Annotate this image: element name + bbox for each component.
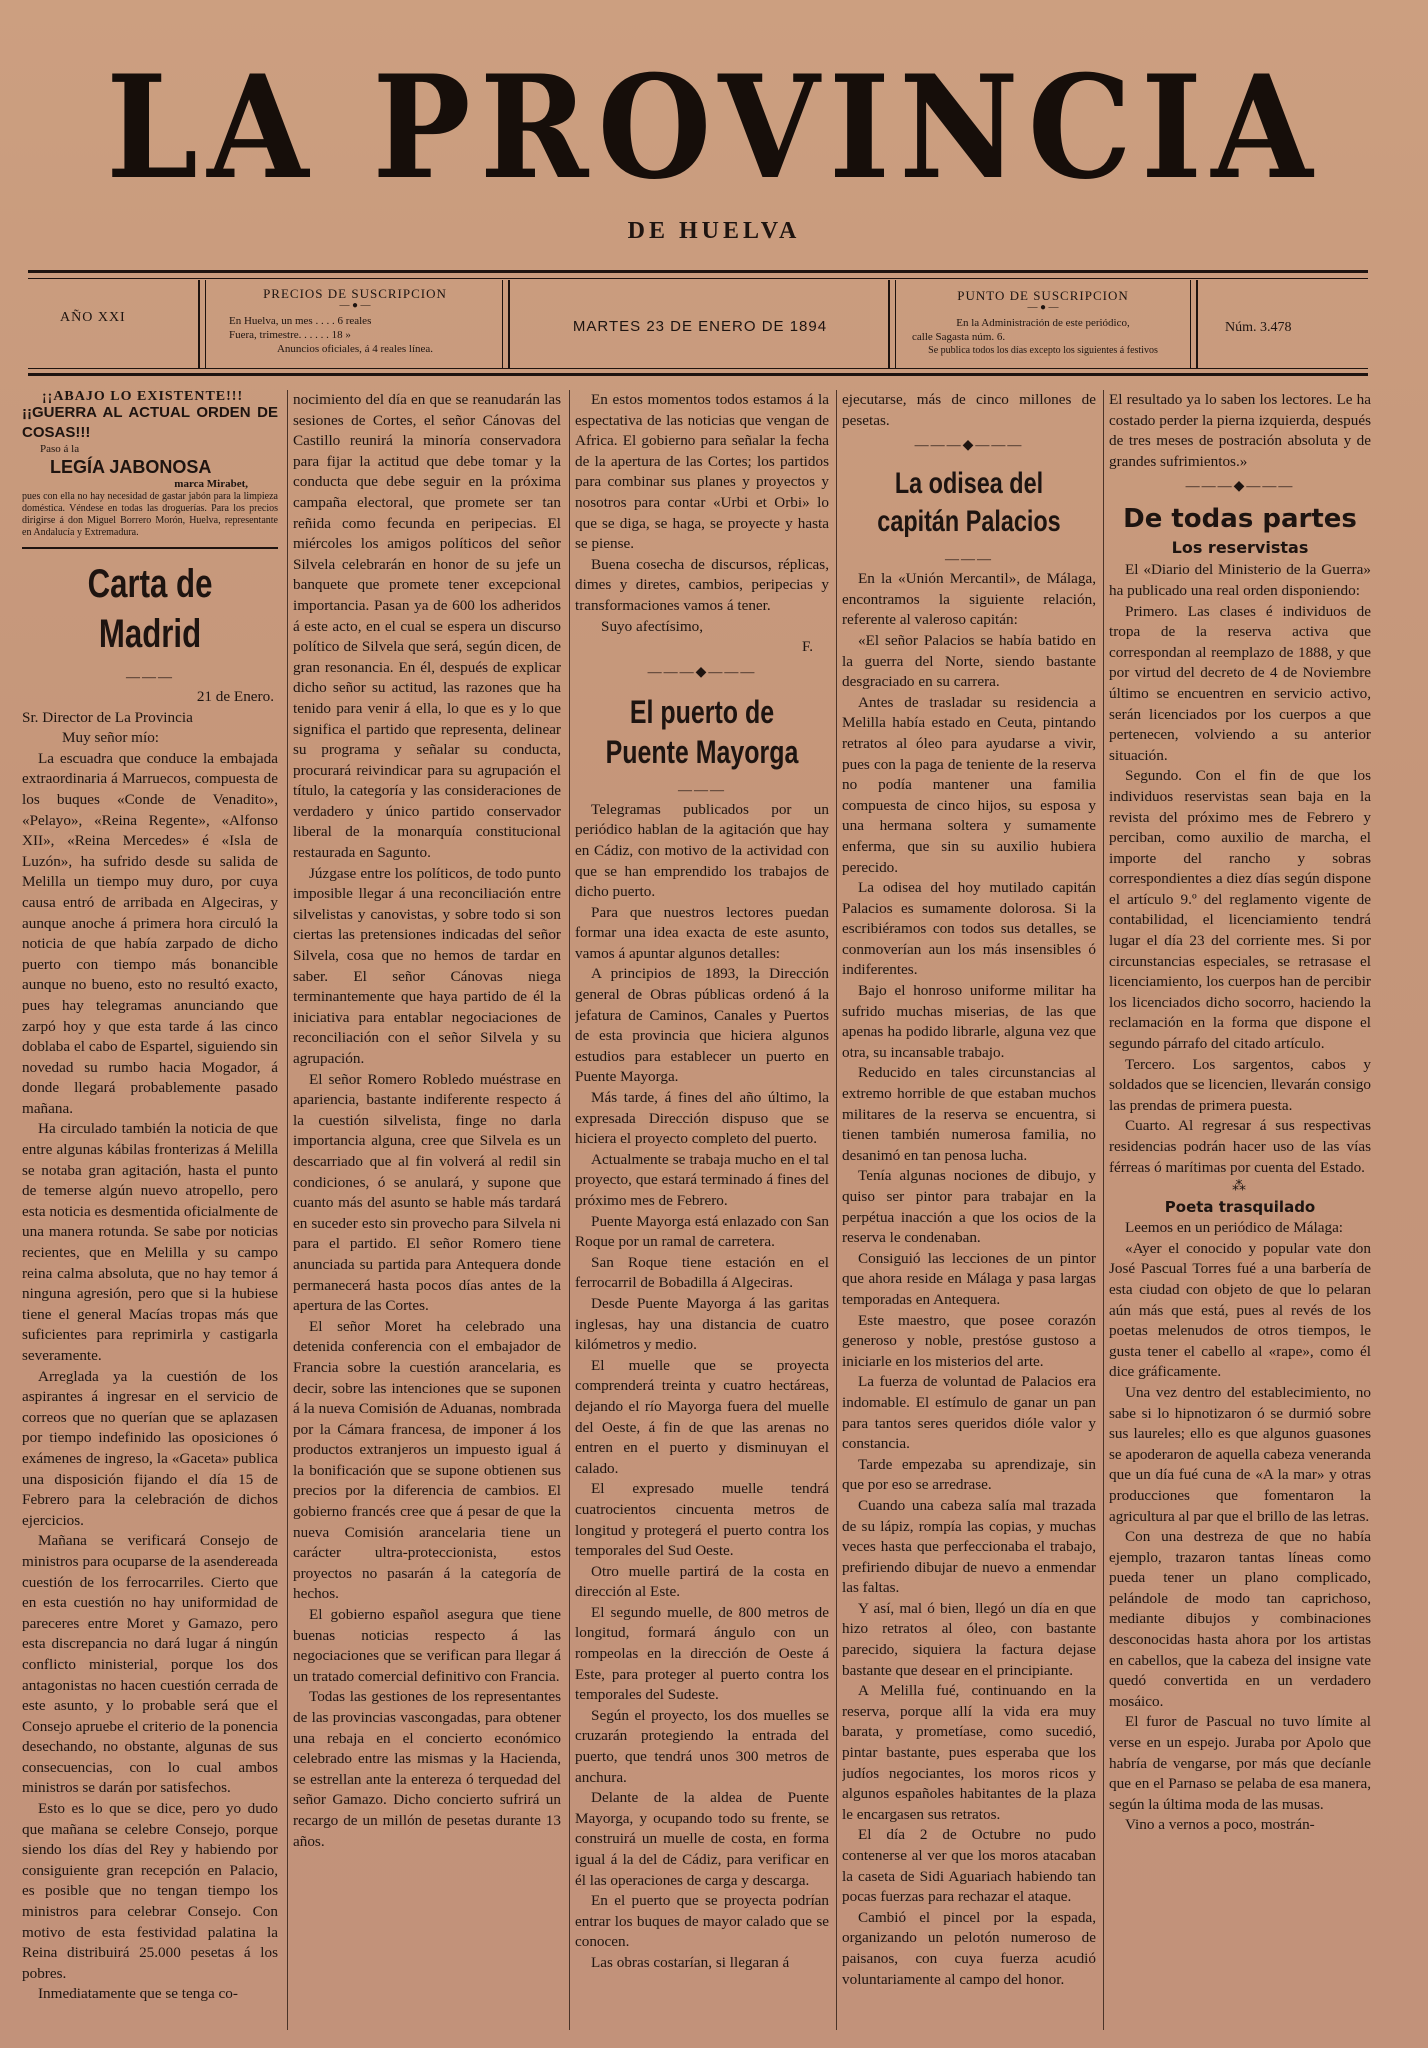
paragraph: Reducido en tales circunstancias al extremo horrible de que estaban muchos militares de la reserva se encuentra, si tienen también numerosa familia, no desanimó en tan penosa lucha. [842,1064,1096,1164]
paragraph: «El señor Palacios se había batido en la guerra del Norte, siendo bastante desgraciado en su carrera. [842,631,1096,691]
column-3 [575,390,829,2040]
paragraph: Esto es lo que se dice, pero yo dudo que mañana se celebre Consejo, porque siendo los días del Rey y habiendo por consiguiente gran recepción en Palacio, es posible que no tengan tiempo los ministros para celebrar Consejo. Con motivo de esta festividad palatina la Reina distribuirá 25.000 pesetas á los pobres. [22,1800,278,1982]
paragraph: Actualmente se trabaja mucho en el tal proyecto, que estará terminado á fines del próximo mes de Febrero. [575,1150,829,1209]
prices-box [215,286,495,356]
article-title: La odisea del capitán Palacios [877,467,1061,539]
paragraph: Según el proyecto, los dos muelles se cruzarán protegiendo la entrada del puerto, que tendrá unos 300 metros de anchura. [575,1706,829,1786]
paragraph: Otro muelle partirá de la costa en dirección al Este. [575,1562,829,1601]
paragraph: En el puerto que se proyecta podrían entrar los buques de mayor calado que se conocen. [575,1892,829,1951]
title-ornament: ——— [945,552,993,568]
ad-mark: marca Mirabet, [174,478,248,490]
point-line: Se publica todos los días excepto los siguientes á festivos [928,345,1158,356]
paragraph: El día 2 de Octubre no pudo contenerse al ver que los moros atacaban la caseta de Sidi Aguariach habiendo tan pocas fuerzas para rechazar el ataque. [842,1826,1096,1906]
ad-text: pues con ella no hay necesidad de gastar jabón para la limpieza doméstica. Véndese en todas las droguerías. Para los precios dirigirse á don Miguel Borrero Morón, Huelva, representante en Andalucía y Extremadura. [22,491,278,538]
section-ornament: ———◆——— [647,664,757,680]
paragraph: La odisea del hoy mutilado capitán Palacios es sumamente dolorosa. Si la escribiéramos con todos sus detalles, se conmoverían aun los más insensibles ó indiferentes. [842,879,1096,979]
article-title: El puerto de Puente Mayorga [605,693,799,770]
issue-number: Núm. 3.478 [1225,320,1292,335]
paragraph: A Melilla fué, continuando en la reserva, porque allí la vida era muy barata, y prometíase, como sucedió, pintar bastante, pues esperaba que los judíos negociantes, los moros ricos y algunos españoles habitantes de la plaza le encargasen sus retratos. [842,1682,1096,1823]
header-rule-top [28,270,1368,273]
paragraph: En estos momentos todos estamos á la espectativa de las noticias que vengan de Africa. El gobierno para señalar la fecha de la apertura de las Cortes; los partidos para combinar sus planes y proyectos y nosotros para contar «Urbi et Orbi» lo que se diga, se haga, se proyecte y hasta se piense. [575,391,829,553]
ad-headline: ¡¡GUERRA AL ACTUAL ORDEN DE COSAS!!! [22,404,278,441]
header-divider [1196,280,1198,368]
paragraph: El señor Moret ha celebrado una detenida conferencia con el embajador de Francia sobre la cuestión arancelaria, es decir, sobre las intenciones que se suponen á la nueva Comisión de Aduanas, nombrada por la Cámara francesa, de imponer á los productos extranjeros un impuesto igual á la bonificación que se supone obtienen sus precios por la diferencia de cambios. El gobierno francés cree que á pesar de que la nueva Comisión arancelaria tiene un carácter ultra-proteccionista, estos proyectos no pasarán á la categoría de hechos. [293,1317,561,1603]
section-ornament: ———◆——— [914,438,1024,454]
paragraph: La fuerza de voluntad de Palacios era indomable. El estímulo de ganar un pan para tantos seres queridos dióle valor y constancia. [842,1373,1096,1453]
paragraph: San Roque tiene estación en el ferrocarril de Bobadilla á Algeciras. [575,1253,829,1292]
letter-closing: Suyo afectísimo, [601,617,704,635]
masthead-subtitle: DE HUELVA [627,218,801,244]
column-divider [1103,390,1104,2030]
paragraph: Una vez dentro del establecimiento, no sabe si lo hipnotizaron ó se durmió sobre sus laureles; ello es que algunos guasones se apoderaron de aquella cabeza veneranda que un día fué cuna de «A la mar» y otras producciones que fomentaron la agricultura al par que el brillo de las letras. [1109,1383,1371,1525]
paragraph: Ha circulado también la noticia de que entre algunas kábilas fronterizas á Melilla se notaba gran agitación, hasta el punto de temerse algún nuevo atropello, pero esta noticia es desmentida oficialmente de una manera rotunda. Se sabe por noticias recientes, que en Melilla y su campo reina calma absoluta, que no hay temor á ninguna agresión, pero que si la hubiese tiene el general Macías tropas más que suficientes para reprimirla y castigarla severamente. [22,1120,278,1364]
paragraph: El señor Romero Robledo muéstrase en apariencia, bastante indiferente respecto á la cuestión silvelista, finge no darla importancia alguna, cree que Silvela es un descarriado que al fin volverá al redil sin condiciones, ó se anulará, y supone que cuanto más del asunto se hable más tardará en suceder esto sin provecho para Silvela ni para el partido. El señor Romero tiene anunciada su partida para Antequera donde permanecerá hasta pocos días antes de la apertura de las Cortes. [293,1070,561,1315]
header-divider [502,280,503,368]
paragraph: Cuando una cabeza salía mal trazada de su lápiz, rompía las copias, y muchas veces hasta que perfeccionaba el trabajo, prefiriendo dibujar de nuevo a enmendar las faltas. [842,1496,1096,1597]
subscription-point-box [898,288,1188,358]
letter-salutation: Sr. Director de La Provincia [22,708,193,726]
paragraph: A principios de 1893, la Dirección general de Obras públicas ordenó á la jefatura de Caminos, Canales y Puertos de esta provincia que hiciera algunos estudios para establecer un puerto en Puente Mayorga. [575,965,829,1086]
paragraph: Júzgase entre los políticos, de todo punto imposible llegar á una reconciliación entre silvelistas y canovistas, y sobre todo si son ciertas las pretensiones indicadas del señor Silvela, cosa que no hemos de tardar en saber. El señor Cánovas niega terminantemente que haya partido de él la iniciativa para entablar negociaciones de reconciliación con el señor Silvela y su agrupación. [293,864,561,1067]
paragraph: Puente Mayorga está enlazado con San Roque por un ramal de carretera. [575,1212,829,1251]
paragraph: Antes de trasladar su residencia a Melilla había estado en Ceuta, pintando retratos al óleo para ayudarse a vivir, pues con la paga de teniente de la reserva no podía mantener una familia compuesta de cinco hijos, su esposa y una hermana soltera y sumamente enferma, que sin su auxilio hubiera perecido. [842,693,1096,876]
header-divider [1190,280,1191,368]
point-line: calle Sagasta núm. 6. [912,331,1006,343]
section-title: De todas partes [1123,504,1357,535]
paragraph: Tercero. Los sargentos, cabos y soldados que se licencien, llevarán consigo las prendas de primera puesta. [1109,1055,1371,1114]
prices-line: En Huelva, un mes . . . . 6 reales [229,315,372,327]
title-ornament: ——— [678,782,726,798]
title-ornament: ——— [126,670,174,685]
prices-line: Anuncios oficiales, á 4 reales línea. [276,343,434,355]
paragraph: Delante de la aldea de Puente Mayorga, y ocupando todo su frente, se construirá un muelle de costa, en forma igual á la del de Cádiz, para verificar en él las operaciones de carga y descarga. [575,1789,829,1889]
column-2 [293,390,561,2040]
prices-title: PRECIOS DE SUSCRIPCION [263,286,447,301]
column-divider [287,390,288,2030]
paragraph: Buena cosecha de discursos, réplicas, dimes y diretes, cambios, peripecias y transformaciones vamos á tener. [575,555,829,614]
column-divider [569,390,570,2030]
letter-greeting: Muy señor mío: [62,729,160,747]
paragraph: El segundo muelle, de 800 metros de longitud, formará ángulo con un rompeolas en la dirección de Oeste á Este, para proteger al puerto contra los temporales del Sudeste. [575,1603,829,1704]
paragraph: «Ayer el conocido y popular vate don José Pascual Torres fué a una barbería de esta ciudad con objeto de que lo pelaran aún más que está, pues al revés de los poetas melenudos de otros tiempos, le gusta tener el cabello al «rape», como él dice gráficamente. [1109,1239,1371,1381]
column-divider [836,390,837,2030]
ad-headline: ¡¡ABAJO LO EXISTENTE!!! [42,390,244,404]
paragraph: Mañana se verificará Consejo de ministros para ocuparse de la asendereada cuestión de los ferrocarriles. Cierto que en esta cuestión no hay uniformidad de pareceres entre Moret y Gamazo, pero esta discrepancia no dará lugar á ningún conflicto ministerial, porque los dos antagonistas no hacen cuestión cerrada de este asunto, y lo probable será que el Consejo apruebe el criterio de la ponencia desechando, no obstante, algunas de sus consecuencias, con lo cual ambos ministros se darán por satisfechos. [22,1532,278,1797]
paragraph: Vino a vernos a poco, mostrán- [1125,1816,1315,1834]
paragraph: nocimiento del día en que se reanudarán las sesiones de Cortes, el señor Cánovas del Castillo reunirá la minoría conservadora para fijar la actitud que debe tomar y la conducta que debe seguir en la próxima campaña electoral, que promete ser tan reñida como fecunda en peripecias. El miércoles los amigos políticos del señor Silvela celebrarán en honor de su jefe un banquete que promete tener excepcional importancia. Pasan ya de 600 los adheridos á este acto, en el cual se espera un discurso político de Silvela que será, según dicen, de gran resonancia. En él, después de explicar dicho señor su actitud, las razones que ha tenido para venir á ella, lo que es y lo que significa el partido que representa, delinear su programa y señalar su conducta, procurará reivindicar para su agrupación el título, la categoría y las consideraciones de verdadero y único partido conservador liberal de la monarquía constitucional restaurada en Sagunto. [293,391,561,862]
paragraph: El furor de Pascual no tuvo límite al verse en un espejo. Juraba por Apolo que habría de vengarse, por más que decíanle que en el Parnaso se pelaba de esa manera, según la última moda de las musas. [1109,1713,1371,1813]
section-subtitle: Los reservistas [1171,538,1309,558]
paragraph: Inmediatamente que se tenga co- [38,1985,238,2003]
paragraph: Con una destreza de que no había ejemplo, trazaron tantas líneas como pueda tener un plano complicado, pelándole de modo tan caprichoso, mediante dibujos y combinaciones desconocidas hasta ahora por los artistas en cabellos, que la cabeza del insigne vate quedó convertida en un verdadero mosáico. [1109,1528,1371,1710]
column-4 [842,390,1096,2040]
ad-text: Paso á la [40,443,80,455]
paragraph: La escuadra que conduce la embajada extraordinaria á Marruecos, compuesta de los buques «Conde de Venadito», «Pelayo», «Reina Regente», «Alfonso XII», «Reina Mercedes» é «Isla de Luzón», ha sufrido desde su salida de Melilla un tiempo muy duro, por cuya causa entró de arribada en Algeciras, y aunque anoche á primera hora circuló la noticia de que había zarpado de dicho puerto con tiempo más bonancible aunque no bueno, esto no resultó exacto, pues hay telegramas anunciando que zarpó hoy y que esta tarde á las cinco doblaba el cabo de Espartel, siguiendo sin novedad su rumbo hacia Mogador, á donde llegará probablemente pasado mañana. [22,749,278,1117]
column-1 [22,390,278,2040]
paragraph: Tenía algunas nociones de dibujo, y quiso ser pintor para trabajar en la perpétua inacción a que los ocios de la reserva le condenaban. [842,1167,1096,1247]
paragraph: Las obras costarían, si llegaran á [591,1953,790,1971]
letter-signature: F. [801,638,813,656]
section-ornament: ———◆——— [1185,479,1295,495]
section-rule [22,547,278,549]
paragraph: En la «Unión Mercantil», de Málaga, encontramos la siguiente relación, referente al valeroso capitán: [842,570,1096,629]
paragraph: Todas las gestiones de los representantes de las provincias vascongadas, para obtener una rebaja en el concierto económico celebrado entre las mismas y la Hacienda, se estrellan ante la entereza ó terquedad del señor Gamazo. Dicho concierto sufrirá un recargo de un millón de pesetas durante 13 años. [293,1688,561,1850]
letter-date: 21 de Enero. [196,688,274,705]
prices-line: Fuera, trimestre. . . . . . 18 » [229,329,351,341]
column-5 [1109,390,1371,2040]
paragraph: Más tarde, á fines del año último, la expresada Dirección dispuso que se hiciera el proyecto completo del puerto. [575,1089,829,1148]
ad-brand: LEGÍA JABONOSA [50,457,212,477]
header-divider [205,280,206,368]
point-line: En la Administración de este periódico, [956,317,1130,329]
prices-separator: — ● — [339,300,371,311]
paragraph: Tarde empezaba su aprendizaje, sin que por eso se arredrase. [842,1455,1096,1494]
paragraph: Telegramas publicados por un periódico hablan de la agitación que hay en Cádiz, con motivo de la actividad con que se han emprendido los trabajos de dicho puerto. [575,800,829,901]
masthead-title: LA PROVINCIA [106,45,1322,211]
paragraph: Cuarto. Al regresar á sus respectivas residencias podrán hacer uso de las vías férreas ó marítimas por cuenta del Estado. [1109,1117,1371,1176]
paragraph: Y así, mal ó bien, llegó un día en que hizo retratos al óleo, con bastante parecido, siquiera la factura dejase bastante que desear en el principiante. [842,1599,1096,1679]
paragraph: El muelle que se proyecta comprenderá treinta y cuatro hectáreas, dejando el río Mayorga fuera del muelle del Oeste, á fin de que las arenas no entren en el puerto y disminuyan el calado. [575,1356,829,1477]
header-divider [895,280,896,368]
paragraph: El expresado muelle tendrá cuatrocientos cincuenta metros de longitud y protegerá el puerto contra los temporales del Sud Oeste. [575,1480,829,1560]
asterism: ⁂ [1232,1179,1248,1195]
header-rule-bottom-thin [28,368,1368,369]
paragraph: ejecutarse, más de cinco millones de pesetas. [842,391,1096,429]
article-title: Carta de Madrid [87,562,213,656]
section-subtitle: Poeta trasquilado [1164,1198,1316,1217]
paragraph: Bajo el honroso uniforme militar ha sufrido muchas miserias, de las que apenas ha podido librarle, alguna vez que otra, su incansable trabajo. [842,982,1096,1061]
paragraph: Segundo. Con el fin de que los individuos reservistas sean baja en la revista del próximo mes de Febrero y perciban, como auxilio de marcha, el importe del rancho y sobras correspondientes a diez días según dispone el artículo 9.º del reglamento vigente de contabilidad, el licenciamiento tendrá lugar el día 23 del corriente mes. Si por circunstancias especiales, se retrasase el licenciamiento, los cuerpos han de percibir los licenciados dicho socorro, haciendo la reclamación en la forma que dispone el segundo párrafo del citado artículo. [1109,767,1371,1053]
point-title: PUNTO DE SUSCRIPCION [957,288,1129,303]
header-rule-top-thin [28,278,1368,279]
paragraph: Consiguió las lecciones de un pintor que ahora reside en Málaga y pasa largas temporadas en Antequera. [842,1249,1096,1308]
paragraph: Arreglada ya la cuestión de los aspirantes á ingresar en el servicio de correos que no querían que se aplazasen por tiempo indefinido las oposiciones ó exámenes de ingreso, la «Gaceta» publica una disposición fijando el día 15 de Febrero para la celebración de dichos ejercicios. [22,1367,278,1529]
advertisement [22,390,278,539]
paragraph: Desde Puente Mayorga á las garitas inglesas, hay una distancia de cuatro kilómetros y medio. [575,1294,829,1354]
point-separator: — ● — [1027,302,1059,313]
header-divider [198,280,200,368]
paragraph: Cambió el pincel por la espada, organizando un pelotón numeroso de paisanos, con cuya fuerza acudió voluntariamente al campo del honor. [842,1908,1096,1988]
paragraph: El «Diario del Ministerio de la Guerra» ha publicado una real orden disponiendo: [1109,561,1371,599]
paragraph: El gobierno español asegura que tiene buenas noticias respecto á las negociaciones que se verifican para llegar á un tratado comercial definitivo con Francia. [293,1606,561,1685]
paragraph: Primero. Las clases é individuos de tropa de la reserva activa que correspondan al reemplazo de 1888, y que por virtud del decreto de 4 de Noviembre último se encuentren en servicio activo, serán licenciados por los cuerpos a que pertenecen, volviendo a su anterior situación. [1109,602,1371,764]
paragraph: Leemos en un periódico de Málaga: [1125,1219,1344,1237]
paragraph: Este maestro, que posee corazón generoso y noble, prestóse gustoso a iniciarle en los misterios del arte. [842,1311,1096,1370]
header-rule-bottom [28,373,1368,376]
paragraph: El resultado ya lo saben los lectores. Le ha costado perder la pierna izquierda, después de tres meses de postración absoluta y de grandes sufrimientos.» [1109,391,1371,470]
paragraph: Para que nuestros lectores puedan formar una idea exacta de este asunto, vamos á apuntar algunos detalles: [575,903,829,962]
issue-date: MARTES 23 DE ENERO DE 1894 [572,318,828,335]
year-label: AÑO XXI [60,310,126,325]
